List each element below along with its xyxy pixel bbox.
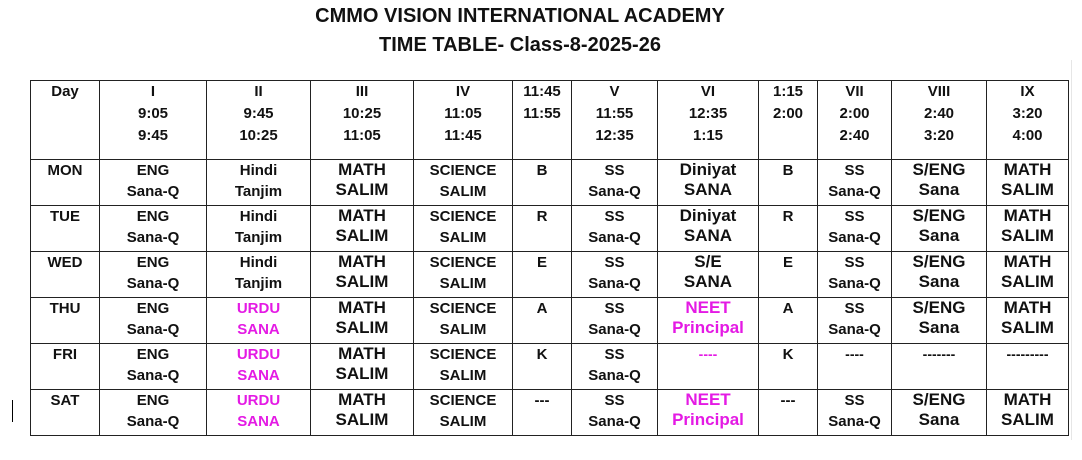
period-6-cell: ----	[658, 344, 759, 390]
day-cell: MON	[31, 160, 100, 206]
period-1-cell: ENG Sana-Q	[100, 206, 207, 252]
scrollbar-track[interactable]	[1071, 60, 1082, 440]
period-3-cell: MATH SALIM	[311, 206, 414, 252]
period-8-cell: -------	[892, 344, 987, 390]
break-1-cell: ---	[513, 390, 572, 436]
period-1-cell: ENG Sana-Q	[100, 390, 207, 436]
row-mon	[31, 160, 1069, 206]
period-5-cell: SS Sana-Q	[572, 160, 658, 206]
period-3-cell: MATH SALIM	[311, 160, 414, 206]
day-cell: FRI	[31, 344, 100, 390]
break-1-cell: K	[513, 344, 572, 390]
period-8-cell: S/ENG Sana	[892, 160, 987, 206]
period-9-cell: MATH SALIM	[987, 390, 1069, 436]
day-cell: WED	[31, 252, 100, 298]
period-4-cell: SCIENCE SALIM	[414, 344, 513, 390]
period-1-cell: ENG Sana-Q	[100, 252, 207, 298]
period-6-cell: NEET Principal	[658, 390, 759, 436]
break-2-cell: A	[759, 298, 818, 344]
row-sat	[31, 390, 1069, 436]
row-tue	[31, 206, 1069, 252]
period-5-cell: SS Sana-Q	[572, 252, 658, 298]
header-row	[31, 81, 1069, 160]
header-period-3: III 10:25 11:05	[311, 81, 414, 160]
period-2-cell: URDU SANA	[207, 390, 311, 436]
period-8-cell: S/ENG Sana	[892, 252, 987, 298]
period-5-cell: SS Sana-Q	[572, 298, 658, 344]
period-6-cell: NEET Principal	[658, 298, 759, 344]
row-wed	[31, 252, 1069, 298]
period-5-cell: SS Sana-Q	[572, 344, 658, 390]
period-6-cell: Diniyat SANA	[658, 160, 759, 206]
text-cursor	[12, 400, 13, 422]
period-7-cell: ----	[818, 344, 892, 390]
header-period-2: II 9:45 10:25	[207, 81, 311, 160]
period-9-cell: ---------	[987, 344, 1069, 390]
header-period-4: IV 11:05 11:45	[414, 81, 513, 160]
period-7-cell: SS Sana-Q	[818, 206, 892, 252]
day-cell: SAT	[31, 390, 100, 436]
header-period-6: VI 12:35 1:15	[658, 81, 759, 160]
row-fri	[31, 344, 1069, 390]
period-1-cell: ENG Sana-Q	[100, 298, 207, 344]
header-break-2: 1:15 2:00	[759, 81, 818, 160]
period-9-cell: MATH SALIM	[987, 160, 1069, 206]
school-name: CMMO VISION INTERNATIONAL ACADEMY	[315, 5, 725, 27]
header-period-5: V 11:55 12:35	[572, 81, 658, 160]
header-period-7: VII 2:00 2:40	[818, 81, 892, 160]
period-4-cell: SCIENCE SALIM	[414, 206, 513, 252]
break-2-cell: E	[759, 252, 818, 298]
period-3-cell: MATH SALIM	[311, 252, 414, 298]
period-1-cell: ENG Sana-Q	[100, 344, 207, 390]
period-2-cell: Hindi Tanjim	[207, 252, 311, 298]
break-2-cell: R	[759, 206, 818, 252]
period-2-cell: URDU SANA	[207, 298, 311, 344]
period-6-cell: Diniyat SANA	[658, 206, 759, 252]
row-thu	[31, 298, 1069, 344]
period-7-cell: SS Sana-Q	[818, 252, 892, 298]
header-period-9: IX 3:20 4:00	[987, 81, 1069, 160]
header-period-1: I 9:05 9:45	[100, 81, 207, 160]
period-2-cell: Hindi Tanjim	[207, 160, 311, 206]
period-4-cell: SCIENCE SALIM	[414, 390, 513, 436]
period-9-cell: MATH SALIM	[987, 298, 1069, 344]
period-7-cell: SS Sana-Q	[818, 160, 892, 206]
day-cell: THU	[31, 298, 100, 344]
period-1-cell: ENG Sana-Q	[100, 160, 207, 206]
period-8-cell: S/ENG Sana	[892, 206, 987, 252]
break-1-cell: B	[513, 160, 572, 206]
timetable	[30, 80, 1069, 436]
timetable-title: TIME TABLE- Class-8-2025-26	[379, 34, 661, 56]
period-5-cell: SS Sana-Q	[572, 390, 658, 436]
period-9-cell: MATH SALIM	[987, 252, 1069, 298]
period-8-cell: S/ENG Sana	[892, 390, 987, 436]
header-period-8: VIII 2:40 3:20	[892, 81, 987, 160]
period-7-cell: SS Sana-Q	[818, 298, 892, 344]
header-day: Day	[31, 81, 100, 160]
period-3-cell: MATH SALIM	[311, 344, 414, 390]
break-2-cell: K	[759, 344, 818, 390]
period-7-cell: SS Sana-Q	[818, 390, 892, 436]
day-cell: TUE	[31, 206, 100, 252]
break-1-cell: E	[513, 252, 572, 298]
break-2-cell: ---	[759, 390, 818, 436]
period-5-cell: SS Sana-Q	[572, 206, 658, 252]
header-break-1: 11:45 11:55	[513, 81, 572, 160]
period-4-cell: SCIENCE SALIM	[414, 298, 513, 344]
period-2-cell: URDU SANA	[207, 344, 311, 390]
period-2-cell: Hindi Tanjim	[207, 206, 311, 252]
break-2-cell: B	[759, 160, 818, 206]
period-3-cell: MATH SALIM	[311, 298, 414, 344]
period-3-cell: MATH SALIM	[311, 390, 414, 436]
period-4-cell: SCIENCE SALIM	[414, 160, 513, 206]
break-1-cell: A	[513, 298, 572, 344]
period-8-cell: S/ENG Sana	[892, 298, 987, 344]
period-4-cell: SCIENCE SALIM	[414, 252, 513, 298]
period-6-cell: S/E SANA	[658, 252, 759, 298]
break-1-cell: R	[513, 206, 572, 252]
period-9-cell: MATH SALIM	[987, 206, 1069, 252]
